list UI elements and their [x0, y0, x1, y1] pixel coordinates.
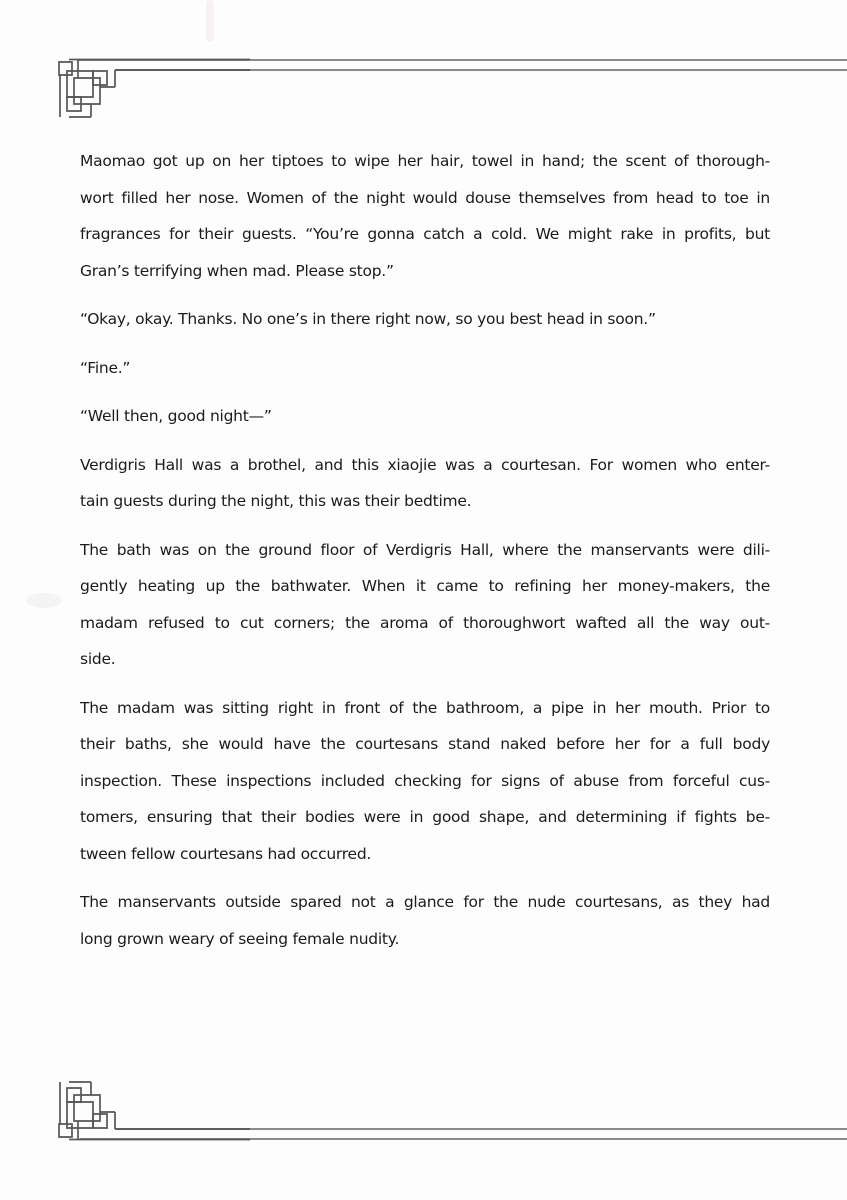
paragraph [80, 398, 770, 435]
text-line: wort filled her nose. Women of the night would douse themselves from head to toe in [80, 188, 770, 207]
text-line: their baths, she would have the courtesans stand naked before her for a full body [80, 735, 770, 753]
text-line: The manservants outside spared not a glance for the nude courtesans, as they had [80, 893, 770, 911]
text-line: fragrances for their guests. “You’re gonna catch a cold. We might rake in profits, but [80, 225, 770, 243]
paragraph [80, 143, 770, 289]
paragraph [80, 532, 770, 678]
text-line: madam refused to cut corners; the aroma of thoroughwort wafted all the way out- [80, 613, 770, 632]
text-line: “Well then, good night—” [80, 407, 272, 425]
text-line: tain guests during the night, this was their bedtime. [80, 492, 472, 510]
paragraph [80, 690, 770, 873]
scan-smudge-artifact [26, 593, 62, 608]
text-line: side. [80, 650, 116, 668]
scan-smudge-artifact [206, 0, 214, 42]
text-line: inspection. These inspections included checking for signs of abuse from forceful cus- [80, 771, 770, 790]
text-line: tomers, ensuring that their bodies were in good shape, and determining if fights be- [80, 808, 770, 826]
text-line: The bath was on the ground floor of Verdigris Hall, where the manservants were dili- [80, 540, 770, 559]
paragraph [80, 350, 770, 387]
paragraph [80, 447, 770, 520]
paragraph [80, 884, 770, 957]
paragraph [80, 301, 770, 338]
text-line: “Fine.” [80, 358, 131, 377]
chinese-knot-corner-ornament-icon [50, 50, 250, 125]
chinese-knot-corner-ornament-icon [50, 1074, 250, 1149]
text-line: Maomao got up on her tiptoes to wipe her hair, towel in hand; the scent of thorough- [80, 152, 770, 170]
text-line: gently heating up the bathwater. When it came to refining her money-makers, the [80, 577, 770, 595]
text-line: long grown weary of seeing female nudity. [80, 929, 400, 948]
text-line: tween fellow courtesans had occurred. [80, 844, 372, 863]
page-text [80, 143, 770, 969]
text-line: The madam was sitting right in front of the bathroom, a pipe in her mouth. Prior to [80, 698, 770, 717]
text-line: Verdigris Hall was a brothel, and this xiaojie was a courtesan. For women who enter- [80, 455, 770, 474]
text-line: “Okay, okay. Thanks. No one’s in there right now, so you best head in soon.” [80, 310, 656, 328]
text-line: Gran’s terrifying when mad. Please stop.” [80, 261, 394, 280]
